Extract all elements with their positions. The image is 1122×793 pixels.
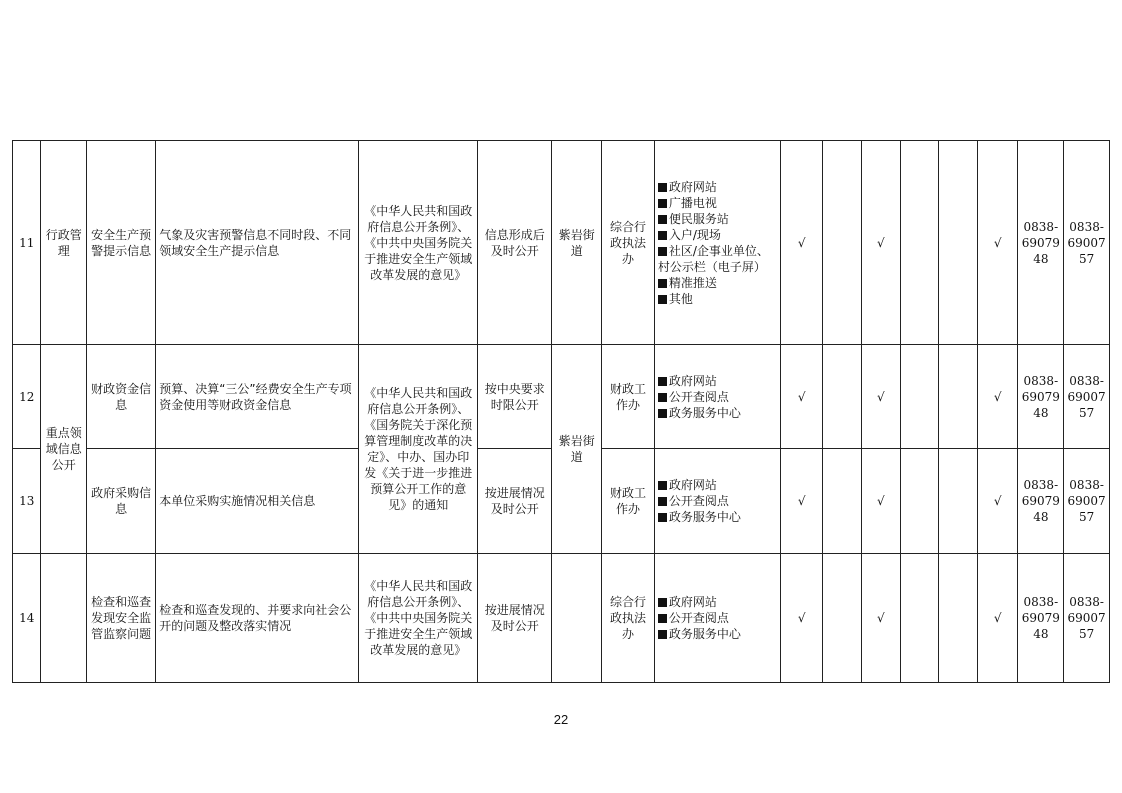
channel-item: 政务服务中心: [658, 405, 741, 421]
channels-cell: [654, 345, 780, 449]
empty-cell: [939, 554, 978, 683]
row-number: 14: [13, 554, 41, 683]
check-mark: √: [780, 449, 823, 554]
phone-cell: 0838-6907948: [1018, 554, 1064, 683]
check-mark: √: [977, 554, 1018, 683]
row-number: 11: [13, 141, 41, 345]
phone-cell: 0838-6900757: [1064, 449, 1110, 554]
item-cell: 财政资金信息: [87, 345, 156, 449]
subject-cell: [552, 554, 602, 683]
content-cell: 气象及灾害预警信息不同时段、不同领域安全生产提示信息: [156, 141, 359, 345]
square-bullet-icon: [658, 183, 667, 192]
empty-cell: [823, 554, 862, 683]
square-bullet-icon: [658, 215, 667, 224]
row-number: 12: [13, 345, 41, 449]
field-cell: 重点领域信息公开: [41, 345, 87, 554]
square-bullet-icon: [658, 247, 667, 256]
square-bullet-icon: [658, 393, 667, 402]
phone-cell: 0838-6900757: [1064, 141, 1110, 345]
channel-item: 广播电视: [658, 195, 717, 211]
content-cell: 预算、决算“三公”经费安全生产专项资金使用等财政资金信息: [156, 345, 359, 449]
timing-cell: 按中央要求时限公开: [478, 345, 552, 449]
square-bullet-icon: [658, 481, 667, 490]
item-cell: 安全生产预警提示信息: [87, 141, 156, 345]
empty-cell: [939, 345, 978, 449]
table-row: [13, 141, 1110, 345]
table-row: [13, 554, 1110, 683]
channel-item: 政府网站: [658, 594, 717, 610]
channel-item: 公开查阅点: [658, 493, 729, 509]
timing-cell: 按进展情况及时公开: [478, 554, 552, 683]
channel-item: 精准推送: [658, 275, 717, 291]
check-mark: √: [862, 345, 901, 449]
dept-cell: 财政工作办: [602, 449, 655, 554]
empty-cell: [823, 345, 862, 449]
empty-cell: [900, 345, 939, 449]
item-cell: 政府采购信息: [87, 449, 156, 554]
channels-cell: [654, 554, 780, 683]
phone-cell: 0838-6907948: [1018, 345, 1064, 449]
channel-item: 其他: [658, 291, 693, 307]
square-bullet-icon: [658, 409, 667, 418]
check-mark: √: [977, 449, 1018, 554]
channels-cell: [654, 449, 780, 554]
square-bullet-icon: [658, 199, 667, 208]
channel-item: 公开查阅点: [658, 610, 729, 626]
channel-item: 便民服务站: [658, 211, 729, 227]
empty-cell: [900, 449, 939, 554]
square-bullet-icon: [658, 231, 667, 240]
channel-item: 公开查阅点: [658, 389, 729, 405]
channel-item: 政务服务中心: [658, 626, 741, 642]
phone-cell: 0838-6907948: [1018, 141, 1064, 345]
basis-cell: 《中华人民共和国政府信息公开条例》、《国务院关于深化预算管理制度改革的决定》、中办、国办印发《关于进一步推进预算公开工作的意见》的通知: [359, 345, 478, 554]
channel-item: 社区/企事业单位、村公示栏（电子屏）: [657, 243, 769, 274]
channel-item: 政府网站: [658, 477, 717, 493]
empty-cell: [823, 141, 862, 345]
square-bullet-icon: [658, 497, 667, 506]
basis-cell: 《中华人民共和国政府信息公开条例》、《中共中央国务院关于推进安全生产领域改革发展的意见》: [359, 141, 478, 345]
square-bullet-icon: [658, 630, 667, 639]
phone-cell: 0838-6907948: [1018, 449, 1064, 554]
subject-cell: 紫岩街道: [552, 141, 602, 345]
content-cell: 检查和巡查发现的、并要求向社会公开的问题及整改落实情况: [156, 554, 359, 683]
content-cell: 本单位采购实施情况相关信息: [156, 449, 359, 554]
basis-cell: 《中华人民共和国政府信息公开条例》、《中共中央国务院关于推进安全生产领域改革发展的意见》: [359, 554, 478, 683]
channel-item: 政府网站: [658, 179, 717, 195]
check-mark: √: [780, 554, 823, 683]
empty-cell: [939, 449, 978, 554]
empty-cell: [900, 554, 939, 683]
channel-item: 政务服务中心: [658, 509, 741, 525]
square-bullet-icon: [658, 598, 667, 607]
table-row: [13, 345, 1110, 449]
check-mark: √: [780, 345, 823, 449]
square-bullet-icon: [658, 279, 667, 288]
square-bullet-icon: [658, 614, 667, 623]
check-mark: √: [862, 554, 901, 683]
channels-cell: [654, 141, 780, 345]
check-mark: √: [862, 449, 901, 554]
timing-cell: 信息形成后及时公开: [478, 141, 552, 345]
check-mark: √: [977, 141, 1018, 345]
field-cell: [41, 554, 87, 683]
check-mark: √: [780, 141, 823, 345]
dept-cell: 财政工作办: [602, 345, 655, 449]
square-bullet-icon: [658, 377, 667, 386]
channel-item: 入户/现场: [658, 227, 721, 243]
field-cell: 行政管理: [41, 141, 87, 345]
phone-cell: 0838-6900757: [1064, 345, 1110, 449]
square-bullet-icon: [658, 295, 667, 304]
channel-item: 政府网站: [658, 373, 717, 389]
dept-cell: 综合行政执法办: [602, 141, 655, 345]
timing-cell: 按进展情况及时公开: [478, 449, 552, 554]
empty-cell: [939, 141, 978, 345]
empty-cell: [900, 141, 939, 345]
subject-cell: 紫岩街道: [552, 345, 602, 554]
row-number: 13: [13, 449, 41, 554]
square-bullet-icon: [658, 513, 667, 522]
dept-cell: 综合行政执法办: [602, 554, 655, 683]
check-mark: √: [862, 141, 901, 345]
empty-cell: [823, 449, 862, 554]
item-cell: 检查和巡查发现安全监管监察问题: [87, 554, 156, 683]
page-number: 22: [553, 712, 569, 727]
disclosure-table: [12, 140, 1110, 683]
phone-cell: 0838-6900757: [1064, 554, 1110, 683]
check-mark: √: [977, 345, 1018, 449]
